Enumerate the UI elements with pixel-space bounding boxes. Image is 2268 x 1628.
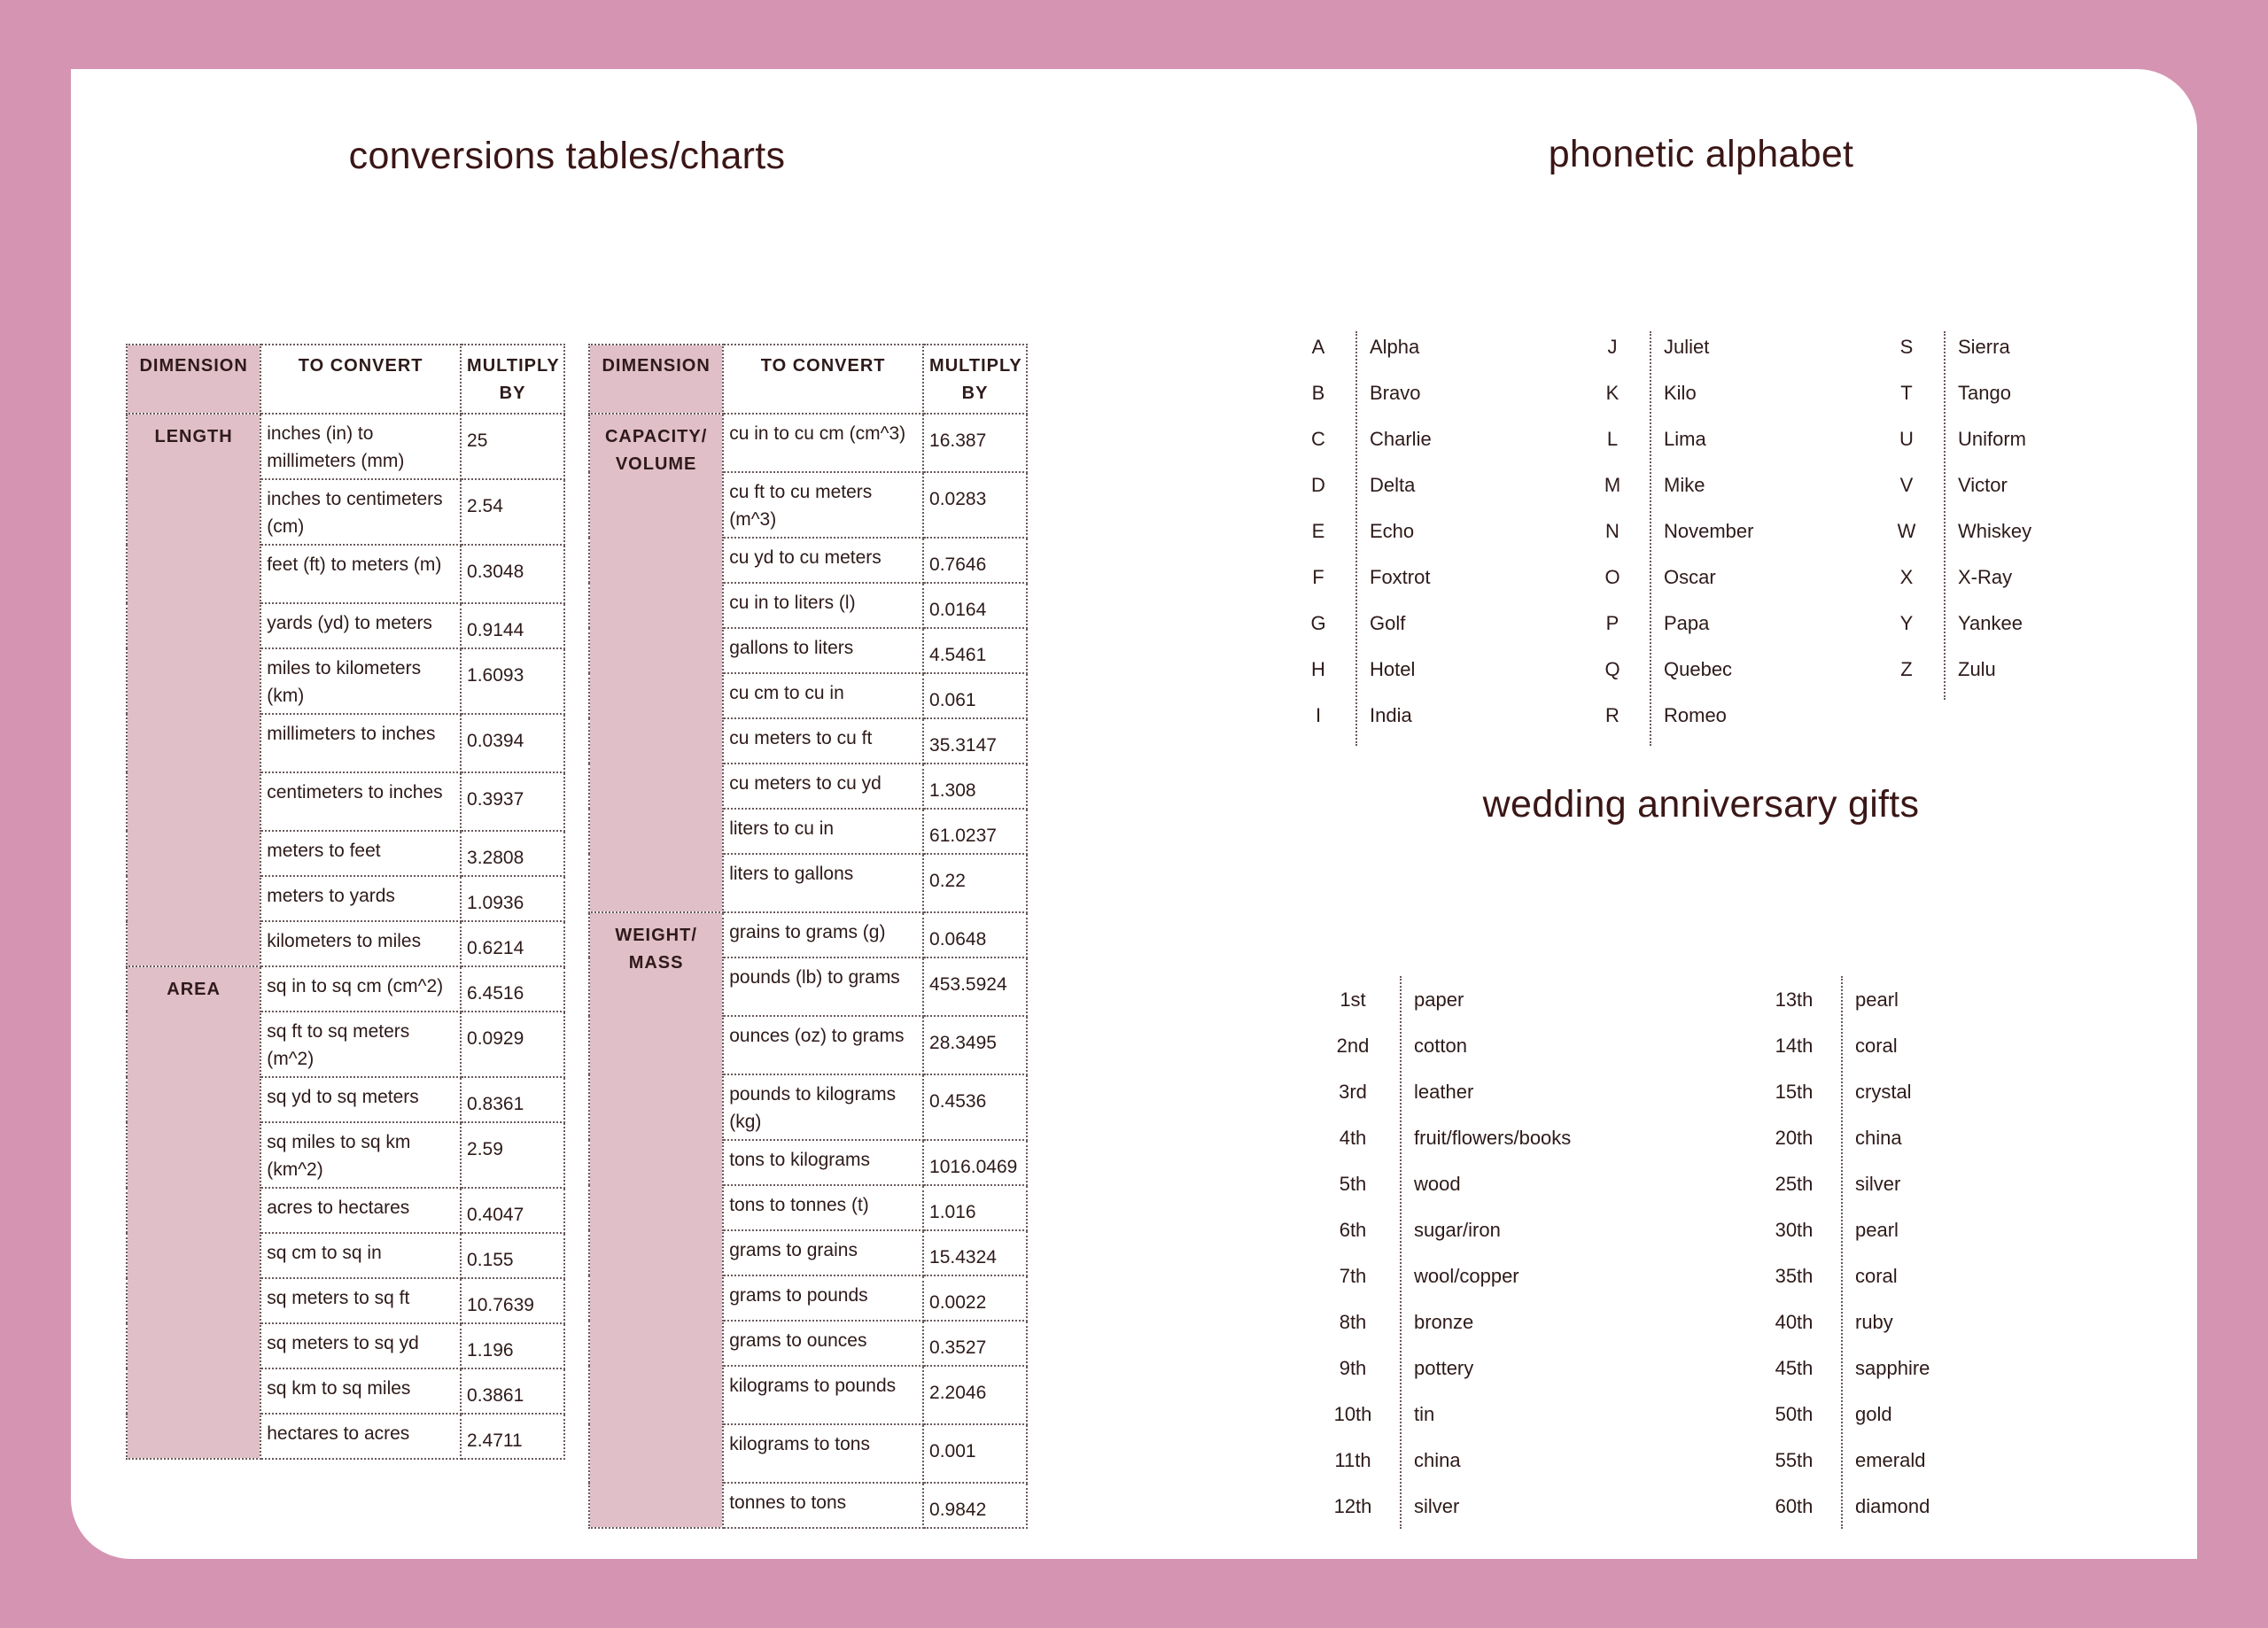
multiply-cell: 0.8361 <box>461 1077 564 1122</box>
anniversary-gift: fruit/flowers/books <box>1414 1127 1572 1149</box>
anniversary-gift: cotton <box>1414 1035 1467 1057</box>
phonetic-letter: O <box>1604 566 1620 588</box>
multiply-cell: 0.9842 <box>923 1483 1027 1528</box>
to-convert-cell: kilograms to pounds <box>723 1366 923 1424</box>
anniversary-year: 20th <box>1775 1127 1814 1149</box>
multiply-cell: 15.4324 <box>923 1230 1027 1275</box>
anniversary-gift: emerald <box>1855 1449 1926 1471</box>
phonetic-word: Victor <box>1958 474 2008 496</box>
multiply-cell: 3.2808 <box>461 831 564 876</box>
anniversary-gift: diamond <box>1855 1495 1930 1517</box>
phonetic-word: Papa <box>1664 612 1710 634</box>
to-convert-cell: hectares to acres <box>260 1414 461 1459</box>
phonetic-letter-column <box>1889 331 1924 700</box>
phonetic-letter: R <box>1605 704 1619 726</box>
anniversary-year: 60th <box>1775 1495 1814 1517</box>
to-convert-cell: sq yd to sq meters <box>260 1077 461 1122</box>
column-header: MULTIPLY BY <box>461 345 564 414</box>
to-convert-cell: cu in to cu cm (cm^3) <box>723 414 923 472</box>
phonetic-letter: H <box>1311 658 1325 680</box>
to-convert-cell: feet (ft) to meters (m) <box>260 545 461 603</box>
phonetic-letter: U <box>1899 428 1914 450</box>
phonetic-word: Echo <box>1370 520 1415 542</box>
phonetic-word: Uniform <box>1958 428 2027 450</box>
multiply-cell: 4.5461 <box>923 628 1027 673</box>
anniversary-gift: wool/copper <box>1414 1265 1519 1287</box>
anniversary-year: 45th <box>1775 1357 1814 1379</box>
phonetic-letter: V <box>1899 474 1914 496</box>
multiply-cell: 453.5924 <box>923 957 1027 1016</box>
page-sheet <box>71 69 2197 1559</box>
phonetic-word: Whiskey <box>1958 520 2032 542</box>
conversions-title: conversions tables/charts <box>348 135 786 177</box>
multiply-cell: 1.6093 <box>461 648 564 714</box>
to-convert-cell: liters to cu in <box>723 809 923 854</box>
phonetic-word: Sierra <box>1958 336 2010 358</box>
anniversary-year: 7th <box>1339 1265 1367 1287</box>
anniversary-gift: bronze <box>1414 1311 1474 1333</box>
phonetic-word: X-Ray <box>1958 566 2013 588</box>
multiply-cell: 0.155 <box>461 1233 564 1278</box>
phonetic-letter: T <box>1900 382 1913 404</box>
phonetic-letter: X <box>1899 566 1914 588</box>
multiply-cell: 2.4711 <box>461 1414 564 1459</box>
column-header: TO CONVERT <box>723 345 923 414</box>
anniversary-year: 55th <box>1775 1449 1814 1471</box>
phonetic-word: Kilo <box>1664 382 1697 404</box>
to-convert-cell: miles to kilometers (km) <box>260 648 461 714</box>
dimension-label: WEIGHT/ MASS <box>589 912 723 1528</box>
multiply-cell: 1.308 <box>923 764 1027 809</box>
phonetic-word: November <box>1664 520 1754 542</box>
table-row <box>127 966 564 1012</box>
anniversary-gift: pearl <box>1855 1219 1899 1241</box>
multiply-cell: 1.016 <box>923 1185 1027 1230</box>
anniversary-gift: coral <box>1855 1035 1898 1057</box>
phonetic-word: Bravo <box>1370 382 1421 404</box>
phonetic-word: India <box>1370 704 1412 726</box>
dimension-label: AREA <box>127 966 260 1459</box>
phonetic-letter: Q <box>1604 658 1620 680</box>
phonetic-letter: L <box>1606 428 1619 450</box>
to-convert-cell: yards (yd) to meters <box>260 603 461 648</box>
dimension-label: CAPACITY/ VOLUME <box>589 414 723 912</box>
phonetic-word: Tango <box>1958 382 2011 404</box>
to-convert-cell: cu ft to cu meters (m^3) <box>723 472 923 538</box>
to-convert-cell: cu in to liters (l) <box>723 583 923 628</box>
phonetic-letter: G <box>1310 612 1326 634</box>
anniversary-gift: silver <box>1855 1173 1901 1195</box>
column-header: DIMENSION <box>127 345 260 414</box>
to-convert-cell: cu meters to cu ft <box>723 718 923 764</box>
to-convert-cell: kilograms to tons <box>723 1424 923 1483</box>
anniversary-gift: pearl <box>1855 988 1899 1011</box>
anniversary-gift: gold <box>1855 1403 1892 1425</box>
anniversary-gift-column <box>1400 976 1644 1529</box>
phonetic-letter: E <box>1311 520 1325 542</box>
phonetic-letter: D <box>1311 474 1325 496</box>
multiply-cell: 0.0164 <box>923 583 1027 628</box>
anniversary-year: 3rd <box>1339 1081 1367 1103</box>
anniversary-year: 15th <box>1775 1081 1814 1103</box>
to-convert-cell: pounds (lb) to grams <box>723 957 923 1016</box>
phonetic-letter: K <box>1605 382 1619 404</box>
multiply-cell: 0.6214 <box>461 921 564 966</box>
phonetic-letter-column <box>1595 331 1630 746</box>
table-row <box>589 414 1027 472</box>
phonetic-letter: S <box>1899 336 1914 358</box>
anniversary-gift: paper <box>1414 988 1464 1011</box>
phonetic-title: phonetic alphabet <box>1548 133 1854 175</box>
multiply-cell: 1.196 <box>461 1323 564 1368</box>
anniversary-gift: coral <box>1855 1265 1898 1287</box>
anniversary-gift: sugar/iron <box>1414 1219 1501 1241</box>
multiply-cell: 0.001 <box>923 1424 1027 1483</box>
to-convert-cell: meters to feet <box>260 831 461 876</box>
to-convert-cell: sq cm to sq in <box>260 1233 461 1278</box>
phonetic-word: Delta <box>1370 474 1416 496</box>
multiply-cell: 1.0936 <box>461 876 564 921</box>
phonetic-word: Juliet <box>1664 336 1710 358</box>
to-convert-cell: ounces (oz) to grams <box>723 1016 923 1074</box>
to-convert-cell: tons to kilograms <box>723 1140 923 1185</box>
anniversary-year: 9th <box>1339 1357 1367 1379</box>
anniversary-year: 50th <box>1775 1403 1814 1425</box>
table-row <box>589 912 1027 957</box>
dimension-label: LENGTH <box>127 414 260 966</box>
anniversary-year: 6th <box>1339 1219 1367 1241</box>
column-header: MULTIPLY BY <box>923 345 1027 414</box>
multiply-cell: 0.4536 <box>923 1074 1027 1140</box>
phonetic-word: Zulu <box>1958 658 1996 680</box>
anniversary-year: 4th <box>1339 1127 1367 1149</box>
multiply-cell: 35.3147 <box>923 718 1027 764</box>
anniversary-year-column <box>1313 976 1393 1529</box>
anniversary-year: 14th <box>1775 1035 1814 1057</box>
phonetic-letter: I <box>1315 704 1322 726</box>
to-convert-cell: sq in to sq cm (cm^2) <box>260 966 461 1012</box>
anniversary-year: 13th <box>1775 988 1814 1011</box>
phonetic-letter: J <box>1607 336 1618 358</box>
to-convert-cell: grams to pounds <box>723 1275 923 1321</box>
wedding-title: wedding anniversary gifts <box>1482 783 1920 826</box>
phonetic-letter: A <box>1311 336 1325 358</box>
phonetic-word: Quebec <box>1664 658 1733 680</box>
multiply-cell: 0.0929 <box>461 1012 564 1077</box>
anniversary-gift: tin <box>1414 1403 1435 1425</box>
to-convert-cell: sq km to sq miles <box>260 1368 461 1414</box>
anniversary-year: 25th <box>1775 1173 1814 1195</box>
to-convert-cell: inches to centimeters (cm) <box>260 479 461 545</box>
to-convert-cell: cu cm to cu in <box>723 673 923 718</box>
to-convert-cell: millimeters to inches <box>260 714 461 772</box>
anniversary-gift: china <box>1855 1127 1902 1149</box>
anniversary-gift: leather <box>1414 1081 1474 1103</box>
multiply-cell: 0.9144 <box>461 603 564 648</box>
anniversary-year: 5th <box>1339 1173 1367 1195</box>
to-convert-cell: sq miles to sq km (km^2) <box>260 1122 461 1188</box>
to-convert-cell: sq meters to sq ft <box>260 1278 461 1323</box>
to-convert-cell: cu meters to cu yd <box>723 764 923 809</box>
phonetic-word: Hotel <box>1370 658 1416 680</box>
multiply-cell: 1016.0469 <box>923 1140 1027 1185</box>
multiply-cell: 16.387 <box>923 414 1027 472</box>
anniversary-year: 8th <box>1339 1311 1367 1333</box>
anniversary-gift-column <box>1841 976 2085 1529</box>
phonetic-letter: M <box>1604 474 1621 496</box>
anniversary-year: 40th <box>1775 1311 1814 1333</box>
to-convert-cell: cu yd to cu meters <box>723 538 923 583</box>
conversion-table <box>126 344 565 1460</box>
multiply-cell: 0.0648 <box>923 912 1027 957</box>
anniversary-gift: crystal <box>1855 1081 1912 1103</box>
multiply-cell: 6.4516 <box>461 966 564 1012</box>
multiply-cell: 0.4047 <box>461 1188 564 1233</box>
anniversary-gift: china <box>1414 1449 1461 1471</box>
multiply-cell: 0.22 <box>923 854 1027 912</box>
phonetic-letter: F <box>1312 566 1324 588</box>
multiply-cell: 2.59 <box>461 1122 564 1188</box>
column-header: DIMENSION <box>589 345 723 414</box>
to-convert-cell: grams to grains <box>723 1230 923 1275</box>
to-convert-cell: centimeters to inches <box>260 772 461 831</box>
to-convert-cell: meters to yards <box>260 876 461 921</box>
phonetic-word-column <box>1355 331 1503 746</box>
phonetic-word: Mike <box>1664 474 1705 496</box>
phonetic-word: Lima <box>1664 428 1706 450</box>
phonetic-letter: C <box>1311 428 1325 450</box>
to-convert-cell: gallons to liters <box>723 628 923 673</box>
multiply-cell: 0.3861 <box>461 1368 564 1414</box>
multiply-cell: 0.0022 <box>923 1275 1027 1321</box>
phonetic-word: Oscar <box>1664 566 1716 588</box>
multiply-cell: 2.2046 <box>923 1366 1027 1424</box>
multiply-cell: 0.7646 <box>923 538 1027 583</box>
table-header-row <box>589 345 1027 414</box>
to-convert-cell: grams to ounces <box>723 1321 923 1366</box>
multiply-cell: 28.3495 <box>923 1016 1027 1074</box>
phonetic-letter-column <box>1301 331 1336 746</box>
to-convert-cell: pounds to kilograms (kg) <box>723 1074 923 1140</box>
anniversary-gift: ruby <box>1855 1311 1893 1333</box>
anniversary-gift: sapphire <box>1855 1357 1930 1379</box>
anniversary-gift: wood <box>1414 1173 1461 1195</box>
anniversary-year: 35th <box>1775 1265 1814 1287</box>
phonetic-word-column <box>1650 331 1797 746</box>
to-convert-cell: sq ft to sq meters (m^2) <box>260 1012 461 1077</box>
multiply-cell: 0.3937 <box>461 772 564 831</box>
anniversary-year-column <box>1754 976 1834 1529</box>
anniversary-year: 11th <box>1334 1449 1371 1471</box>
phonetic-letter: Y <box>1899 612 1914 634</box>
to-convert-cell: kilometers to miles <box>260 921 461 966</box>
conversion-table <box>588 344 1028 1529</box>
to-convert-cell: sq meters to sq yd <box>260 1323 461 1368</box>
anniversary-year: 12th <box>1333 1495 1372 1517</box>
multiply-cell: 0.3048 <box>461 545 564 603</box>
anniversary-year: 1st <box>1340 988 1366 1011</box>
multiply-cell: 0.0394 <box>461 714 564 772</box>
multiply-cell: 10.7639 <box>461 1278 564 1323</box>
phonetic-letter: Z <box>1900 658 1913 680</box>
to-convert-cell: tons to tonnes (t) <box>723 1185 923 1230</box>
phonetic-letter: W <box>1897 520 1916 542</box>
to-convert-cell: inches (in) to millimeters (mm) <box>260 414 461 479</box>
phonetic-letter: N <box>1605 520 1619 542</box>
anniversary-gift: silver <box>1414 1495 1460 1517</box>
phonetic-word: Romeo <box>1664 704 1727 726</box>
phonetic-letter: P <box>1605 612 1619 634</box>
phonetic-word: Golf <box>1370 612 1406 634</box>
anniversary-gift: pottery <box>1414 1357 1474 1379</box>
table-header-row <box>127 345 564 414</box>
multiply-cell: 2.54 <box>461 479 564 545</box>
multiply-cell: 25 <box>461 414 564 479</box>
multiply-cell: 61.0237 <box>923 809 1027 854</box>
phonetic-word: Alpha <box>1370 336 1420 358</box>
anniversary-year: 10th <box>1333 1403 1372 1425</box>
table-row <box>127 414 564 479</box>
multiply-cell: 0.3527 <box>923 1321 1027 1366</box>
phonetic-word: Foxtrot <box>1370 566 1431 588</box>
column-header: TO CONVERT <box>260 345 461 414</box>
multiply-cell: 0.0283 <box>923 472 1027 538</box>
phonetic-word: Charlie <box>1370 428 1432 450</box>
phonetic-word-column <box>1944 331 2091 700</box>
to-convert-cell: grains to grams (g) <box>723 912 923 957</box>
to-convert-cell: acres to hectares <box>260 1188 461 1233</box>
phonetic-word: Yankee <box>1958 612 2023 634</box>
anniversary-year: 30th <box>1775 1219 1814 1241</box>
anniversary-year: 2nd <box>1336 1035 1370 1057</box>
phonetic-letter: B <box>1311 382 1325 404</box>
multiply-cell: 0.061 <box>923 673 1027 718</box>
to-convert-cell: tonnes to tons <box>723 1483 923 1528</box>
to-convert-cell: liters to gallons <box>723 854 923 912</box>
